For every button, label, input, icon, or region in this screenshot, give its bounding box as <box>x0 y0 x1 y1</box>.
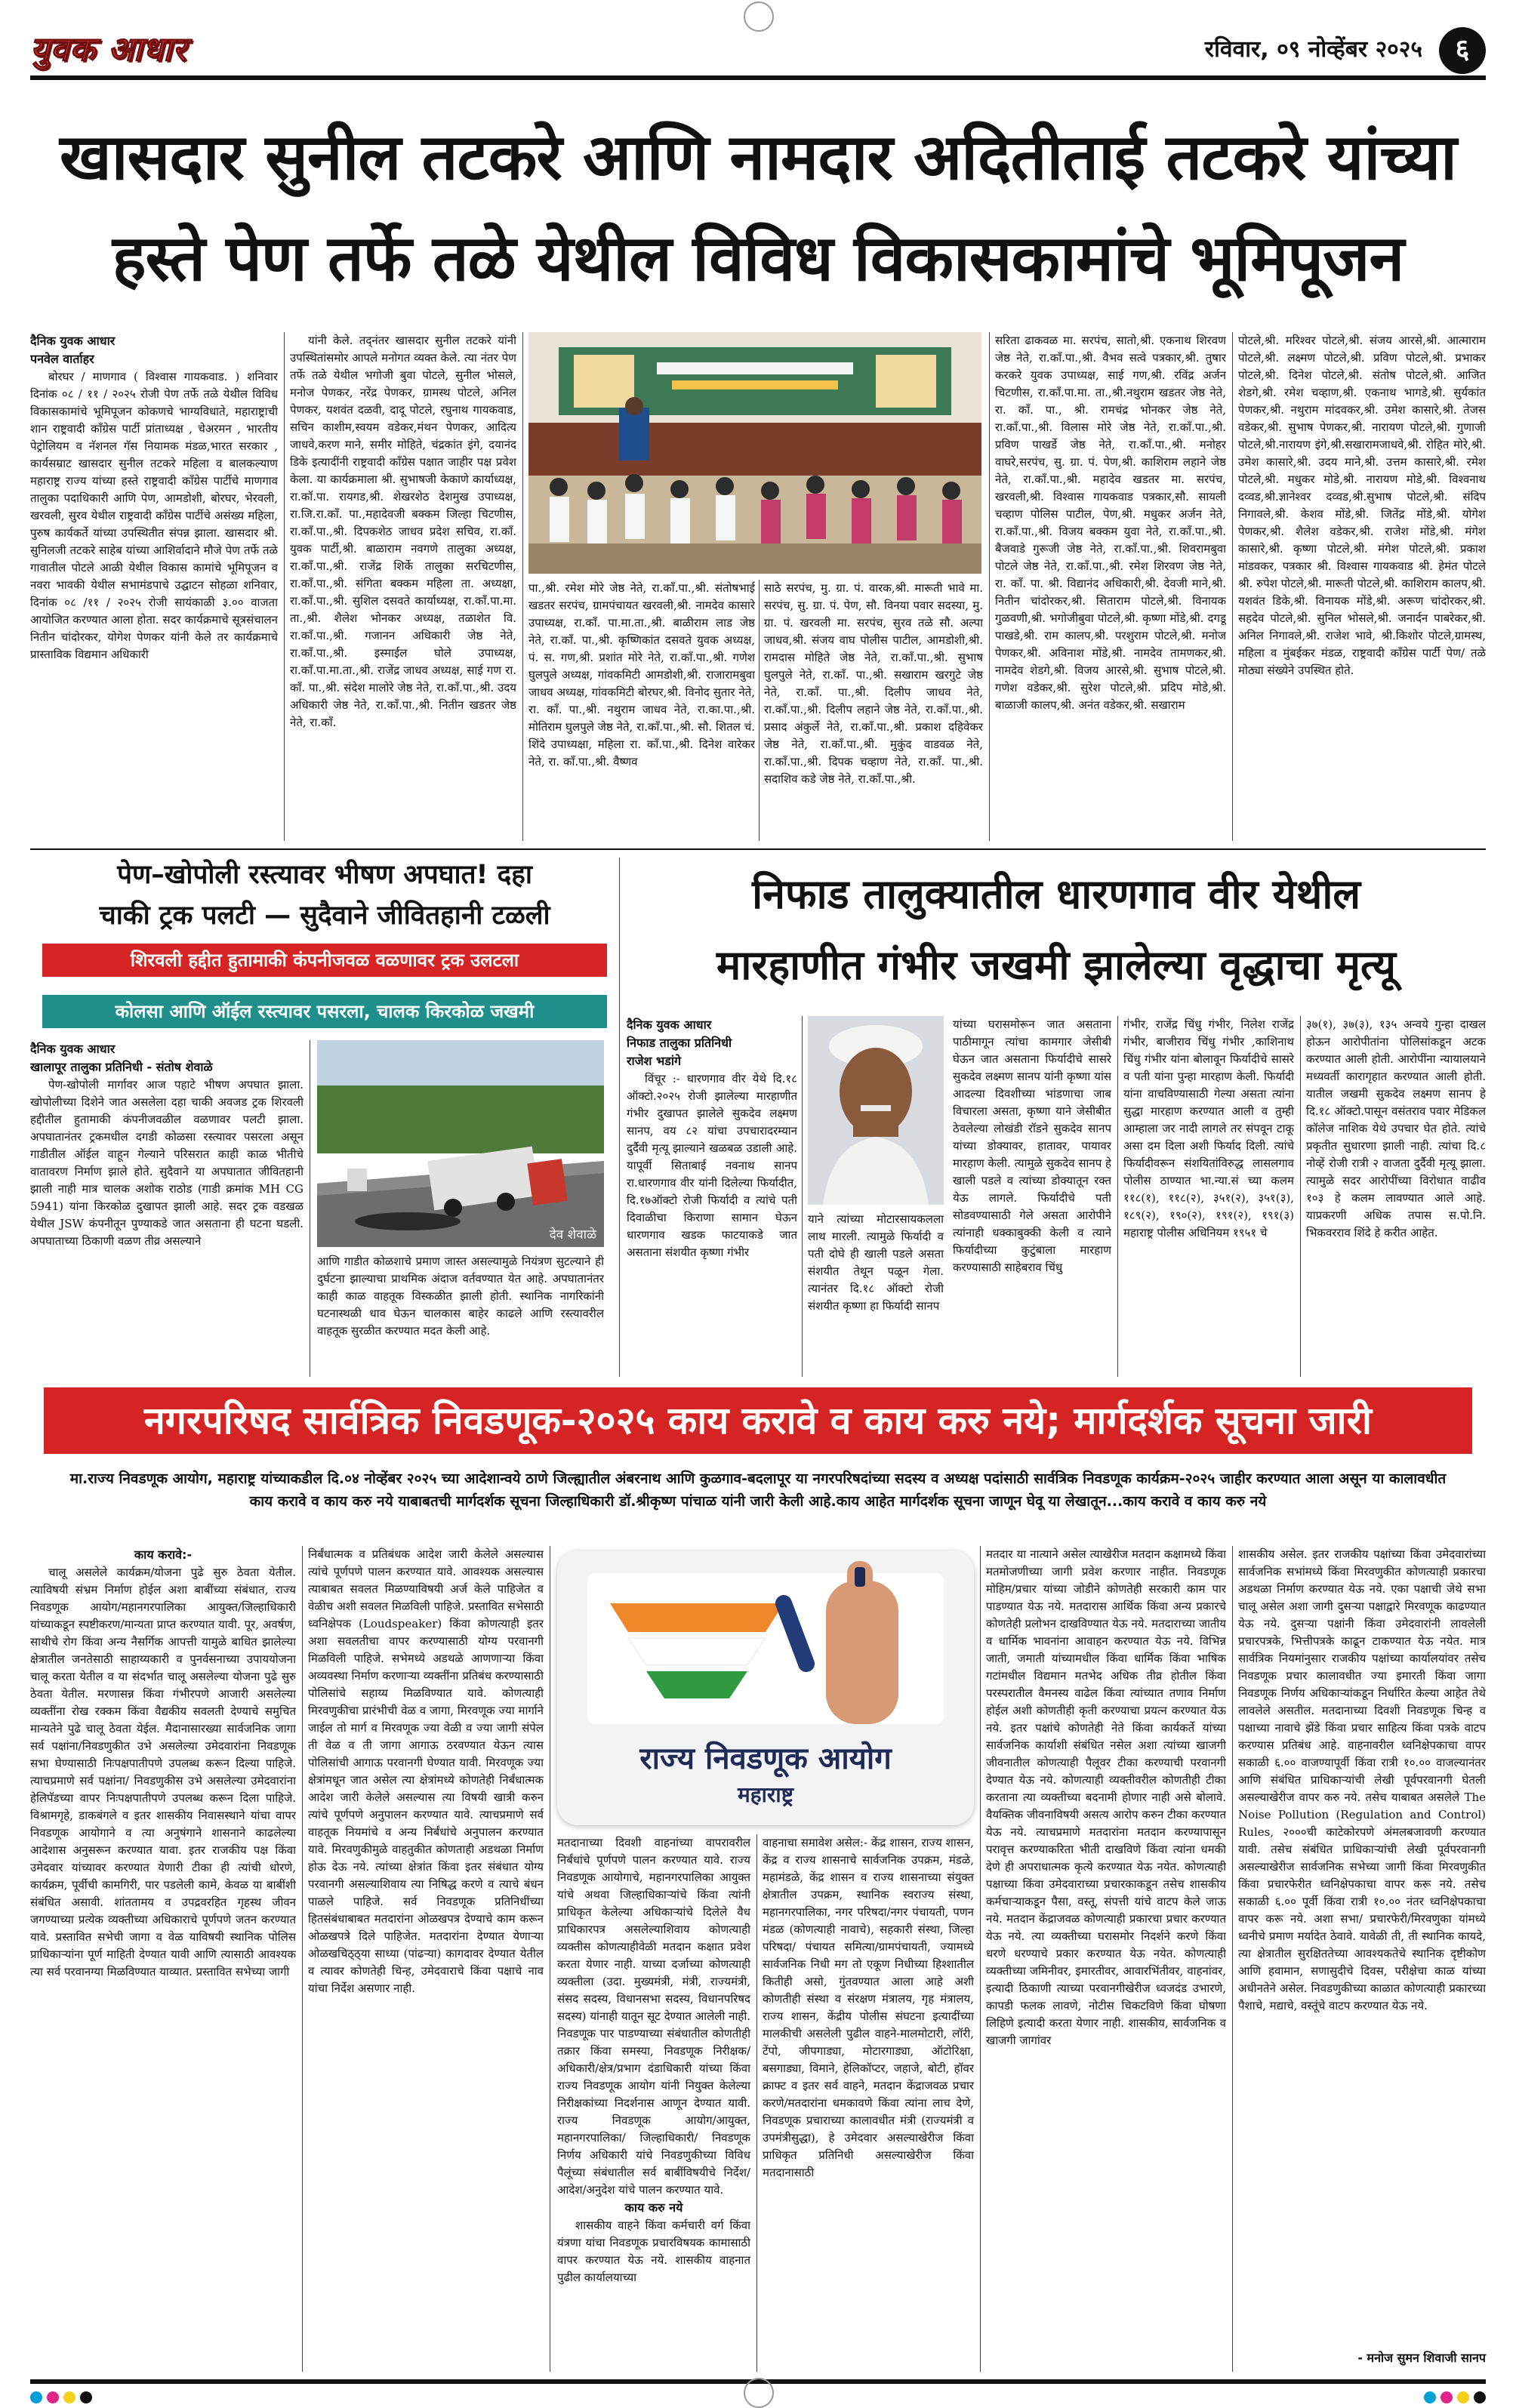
story2-column-1 <box>30 1040 304 1377</box>
elderly-man-portrait <box>808 1016 944 1205</box>
story2-byline-paper: दैनिक युवक आधार <box>30 1042 116 1056</box>
story3-headline-line1: निफाड तालुक्यातील धारणगाव वीर येथील <box>752 870 1360 918</box>
story3-headline-line2: मारहाणीत गंभीर जखमी झालेल्या वृद्धाचा मृत्यू <box>716 941 1396 989</box>
story4-dos-heading: काय करावे:- <box>134 1547 193 1562</box>
story4-column-3 <box>557 1834 750 2372</box>
section-divider <box>30 848 1486 850</box>
story1-column-2 <box>290 332 516 841</box>
story3-byline-paper: दैनिक युवक आधार <box>627 1018 712 1032</box>
magenta-swatch-icon <box>47 2391 59 2403</box>
story1-byline-place: पनवेल वार्ताहर <box>30 352 94 366</box>
story4-body-6: शासकीय असेल. इतर राजकीय पक्षांच्या किंवा उमेदवारांच्या सार्वजनिक सभांमध्ये किंवा मिरवणुकीत कोणत्याही प्रकारचा अडथळा निर्माण करण्यात येऊ नये. एका पक्षाची जेथे सभा चालू असेल अशा जागी दुसऱ्या पक्षाद्वारे मिरवणूक काढण्यात येऊ नये. दुसऱ्या पक्षांनी किंवा उमेदवारांनी लावलेली प्रचारपत्रके, भित्तीपत्रके काढून टाकण्यात येऊ नयेत. मात्र सार्वत्रिक नियमांनुसार राजकीय पक्षांच्या कार्यालयांवर तसेच निवडणूक प्रचार कालावधीत ज्या इमारती किंवा जागा निवडणूक निर्णय अधिकाऱ्यांकडून निर्धारित केल्या आहेत तेथे लावलेले असतील. मतदानाच्या दिवशी निवडणूक चिन्ह व पक्षाच्या नावाचे झेंडे किंवा प्रचार साहित्य किंवा पत्रके वाटप करण्यास प्रतिबंध आहे. वाहनावरील ध्वनिक्षेपकाचा वापर सकाळी ६.०० वाजण्यापूर्वी किंवा रात्री १०.०० वाजल्यानंतर आणि संबंधित प्राधिकाऱ्यांची लेखी पूर्वपरवानगी घेतली असल्याखेरीज वापर करु नये. तसेच याबाबत असलेले The Noise Pollution (Regulation and Control) Rules, २०००ची काटेकोरपणे अंमलबजावणी करण्यात यावी. तसेच संबंधित प्राधिकाऱ्यांची लेखी पूर्वपरवानगी असल्याखेरीज सार्वजनिक सभेच्या जागी किंवा मिरवणुकीत किंवा प्रचारफेरीत ध्वनिक्षेपकाचा वापर करू नये. तसेच सकाळी ६.०० पूर्वी किंवा रात्री १०.०० नंतर ध्वनिक्षेपकाचा वापर करू नये. अशा सभा/ प्रचारफेरी/मिरवणुका यांमध्ये ध्वनीचे प्रमाण मर्यादेत ठेवावे. यावेळी ती, ती स्थानिक कायदे, त्या क्षेत्रातील सुरक्षिततेच्या आवश्यकतेचे स्थानिक दृष्टीकोण आणि हवामान, सणासुदीचे दिवस, परीक्षेचा काळ यांच्या अधीनतेने असेल. निवडणुकीच्या काळात कोणत्याही प्रकारच्या पैशाचे, मद्याचे, वस्तूंचे वाटप करण्यात येऊ नये. <box>1238 1547 1486 2012</box>
column-divider <box>989 332 990 841</box>
column-divider <box>759 580 760 841</box>
logo-title: राज्य निवडणूक आयोग <box>639 1741 892 1776</box>
story1-column-5 <box>995 332 1226 841</box>
story3-column-4 <box>1306 1016 1486 1377</box>
story1-body-3: पा.,श्री. रमेश मोरे जेष्ठ नेते, रा.कॉं.पा.,श्री. संतोषभाई खडतर सरपंच, ग्रामपंचायत खरवली,श्री. नामदेव कासारे उपाध्यक्ष, रा.कॉं. पा.मा.ता.,श्री. बाळीराम लाड जेष्ठ नेते, रा.कॉं. पा.,श्री. कृष्णिकांत दसवते युवक अध्यक्ष, पं. स. गण,श्री. प्रशांत मोरे नेते, रा.कॉं.पा.,श्री. गणेश घुलपुले अध्यक्ष, गांवकमिटी आमडोशी,श्री. राजारामबुवा जाधव अध्यक्ष, गांवकमिटी बोरघर,श्री. विनोद सुतार नेते, रा. कॉं. पा.,श्री. नथुराम जाधव नेते, रा.का.पा.,श्री. मोतिराम घुलपुले जेष्ठ नेते, रा.कॉं.पा.,श्री. सौ. शितल चं. शिंदे उपाध्यक्षा, महिला रा. कॉं.पा.,श्री. दिनेश वारेकर नेते, रा. कॉं.पा.,श्री. वैष्णव <box>528 581 755 768</box>
story3-body-4: ३७(१), ३७(३), १३५ अन्वये गुन्हा दाखल होऊन आरोपीतांना पोलिसांकडून अटक करण्यात आली होती. आरोपींना न्यायालयाने मध्यवर्ती कारागृहात करण्यात आली होती. यातील जखमी सुकदेव लक्ष्मण सानप हे दि.१८ ऑक्टो.पासून वसंतराव पवार मेडिकल कॉलेज नाशिक येथे उपचार घेत होते. त्यांचे प्रकृतीत सुधारणा झाली नाही. त्यांचा दि.८ नोव्हें रोजी रात्री २ वाजता दुर्दैवी मृत्यू झाला. त्यामुळे सदर आरोपींच्या विरोधात वाढीव १०३ हे कलम लावण्यात आले आहे. याप्रकरणी अधिक तपास स.पो.नि. भिकवरराव शिंदे हे करीत आहेत. <box>1306 1018 1486 1239</box>
story2-accident-photo <box>317 1040 604 1247</box>
cyan-swatch-icon <box>30 2391 42 2403</box>
event-stage-image <box>528 332 981 574</box>
story4-body-3b: शासकीय वाहने किंवा कर्मचारी वर्ग किंवा यंत्रणा यांचा निवडणूक प्रचारविषयक कामासाठी वापर करण्यात येऊ नये. शासकीय वाहनात पुढील कार्यालयाच्या <box>557 2219 750 2284</box>
story4-body-1: चालू असलेले कार्यक्रम/योजना पुढे सुरु ठेवता येतील. त्याविषयी संभ्रम निर्माण होईल अशा बाबींच्या संबंधात, राज्य निवडणूक आयोग/महानगरपालिका आयुक्त/जिल्हाधिकारी यांच्याकडून स्पष्टीकरण/मान्यता प्राप्त करण्यात यावी. पूर, अवर्षण, साथीचे रोग किंवा अन्य नैसर्गिक आपत्ती यामुळे बाधित झालेल्या क्षेत्रातील जनतेसाठी साहाय्यकारी व पुनर्वसनाच्या उपाययोजना चालू करता येतील व या संदर्भात चालू असलेल्या योजना पुढे सुरु ठेवता येतील. मरणासन्न किंवा गंभीरपणे आजारी असलेल्या व्यक्तींना रोख रक्कम किंवा वैद्यकीय सवलती देण्याचे समुचित मान्यतेने पुढे चालू ठेवता येईल. मैदानासारख्या सार्वजनिक जागा सर्व पक्षांना/निवडणुकीत उभे असलेल्या उमेदवारांना निवडणूक सभा घेण्यासाठी निःपक्षपातीपणे उपलब्ध करून दिल्या पाहिजे. त्याचप्रमाणे सर्व पक्षांना/ निवडणुकीस उभे असलेल्या उमेदवारांना हेलिपॅडच्या वापर निःपक्षपातीपणे उपलब्ध करून दिला पाहिजे. विश्रामगृहे, डाकबंगले व इतर शासकीय निवासस्थाने यांचा वापर निवडणूक आयोगाने व त्या अनुषंगाने शासनाने काढलेल्या आदेशास अनुसरून करण्यात यावा. इतर राजकीय पक्ष किंवा उमेदवार यांच्यावर करण्यात येणारी टीका ही त्यांची धोरणे, कार्यक्रम, पूर्वीची कामगिरी, पार पडलेली कामे, केवळ या बाबींशी संबंधित असावी. शांततामय व उपद्रवरहित गृहस्थ जीवन जगण्याच्या प्रत्येक व्यक्तीच्या अधिकाराचे पूर्णपणे जतन करण्यात यावे. प्रस्तावित सभेची जागा व वेळ याविषयी स्थानिक पोलिस प्राधिकाऱ्यांना पूर्ण माहिती देण्यात यावी आणि त्यासाठी आवश्यक त्या सर्व परवानग्या मिळविण्यात याव्यात. प्रस्तावित सभेच्या जागी <box>30 1566 296 1978</box>
column-divider <box>522 332 523 841</box>
yellow-swatch-icon <box>63 2391 75 2403</box>
column-divider <box>980 1546 981 2372</box>
story4-donts-heading: काय करु नये <box>624 2200 683 2215</box>
column-divider <box>302 1546 303 2372</box>
story3-column-3 <box>1123 1016 1294 1377</box>
story1-body-2: यांनी केले. तद्नंतर खासदार सुनील तटकरे यांनी उपस्थितांसमोर आपले मनोगत व्यक्त केले. त्या नंतर पेण तर्फे तळे येथील भगोजी बुवा पोटले, सुनील भोसले, मनोज पेणकर, नरेंद्र पेणकर, ग्रामस्थ पोटले, अनिल पेणकर, यशवंत दळवी, दादू पोटले, रघुनाथ गायकवाड, सचिन काशीम,स्वयम वडेकर,मंथन पेणकर, आदित्य जाधवे,करण माने, समीर मोहिते, चंद्रकांत इंगे, दयानंद डिके इत्यादींनी राष्ट्रवादी कॉंग्रेस पक्षात जाहीर पक्ष प्रवेश केला. या कार्यक्रमाला श्री. सुभाषजी केकाणे कार्याध्यक्ष, रा.कॉ.पा. रायगड,श्री. शेखरशेठ देशमुख उपाध्यक्ष, रा.जि.रा.कॉं. पा.,महादेवजी बक्कम जिल्हा चिटणीस, रा.कॉं.पा.,श्री. दिपकशेठ जाधव प्रदेश सचिव, रा.कॉं. युवक पार्टी,श्री. बाळाराम नवगणे तालुका अध्यक्ष, रा.कॉं.पा.,श्री. राजेंद्र शिर्के तालुका सरचिटणीस, रा.कॉं.पा.,श्री. संगिता बक्कम महिला ता. अध्यक्षा, रा.कॉं.पा.,श्री. सुशिल दसवते कार्याध्यक्ष, रा.कॉं.पा.मा. ता.,श्री. शैलेश भोनकर अध्यक्ष, तळाशेत वि. रा.कॉं.पा.,श्री. गजानन अधिकारी जेष्ठ नेते, रा.कॉं.पा.,श्री. इस्माईल घोले उपाध्यक्ष, रा.कॉं.पा.मा.ता.,श्री. राजेंद्र जाधव अध्यक्ष, साई गण रा. कॉं. पा.,श्री. संदेश मालोरे जेष्ठ नेते, रा.कॉं.पा.,श्री. उदय अधिकारी जेष्ठ नेते, रा.कॉं.पा.,श्री. नितीन खडतर जेष्ठ नेते, रा.कॉं. <box>290 334 516 729</box>
column-divider <box>284 332 285 841</box>
column-divider <box>1117 1016 1118 1377</box>
story2-strap-red: शिरवली हद्दीत हुतामाकी कंपनीजवळ वळणावर ट्रक उलटला <box>42 944 607 977</box>
story4-body-4: वाहनाचा समावेश असेल:- केंद्र शासन, राज्य शासन, केंद्र व राज्य शासनाचे सार्वजनिक उपक्रम, मंडळे, महामंडळे, केंद्र शासन व राज्य शासनाच्या संयुक्त क्षेत्रातील उपक्रम, स्थानिक स्वराज्य संस्था, महानगरपालिका, नगर परिषदा/नगर पंचायती, पणन मंडळ (कोणत्याही नावाचे), सहकारी संस्था, जिल्हा परिषदा/ पंचायत समित्या/ग्रामपंचायती, ज्यामध्ये सार्वजनिक निधी मग तो एकूण निधीच्या हिश्शातील कितीही असो, गुंतवण्यात आला आहे अशी कोणतीही संस्था व संरक्षण मंत्रालय, गृह मंत्रालय, राज्य शासन, केंद्रीय पोलीस संघटना इत्यादींच्या मालकीची असलेली पुढील वाहने-मालमोटारी, लॉरी, टेंपो, जीपगाड्या, मोटारगाड्या, ऑटोरिक्षा, बसगाड्या, विमाने, हेलिकॉप्टर, जहाजे, बोटी, हॉवर क्राफ्ट व इतर सर्व वाहने, मतदान केंद्राजवळ प्रचार करणे/मतदारांना धमकावणे किंवा त्यांना लाच देणे, निवडणूक प्रचाराच्या कालावधीत मंत्री (राज्यमंत्री व उपमंत्रीसुद्धा), हे उमेदवार असल्याखेरीज किंवा प्राधिकृत प्रतिनिधी असल्याखेरीज किंवा मतदानासाठी <box>763 1836 974 2179</box>
column-divider <box>619 858 620 1377</box>
story1-headline-line2: हस्ते पेण तर्फे तळे येथील विविध विकासकामांचे भूमिपूजन <box>112 221 1404 295</box>
story3-byline-place: निफाड तालुका प्रतिनिधी <box>627 1036 732 1050</box>
story1-column-4 <box>764 580 983 841</box>
story1-headline-line1: खासदार सुनील तटकरे आणि नामदार अदितीताई तटकरे यांच्या <box>60 120 1456 194</box>
story4-column-5 <box>986 1546 1226 2372</box>
registration-mark-icon <box>744 2 774 32</box>
cyan-swatch-icon <box>1424 2391 1436 2403</box>
story4-column-1 <box>30 1546 296 2372</box>
black-swatch-icon <box>80 2391 92 2403</box>
story1-body-5: सरिता ढाकवळ मा. सरपंच, सातो,श्री. एकनाथ शिरवण जेष्ठ नेते, रा.कॉं.पा.,श्री. वैभव सत्वे पत्रकार,श्री. तुषार करकरे युवक उपाध्यक्ष, साई गण,श्री. रविंद्र अर्जन चिटणीस, रा.कॉं.पा.मा. ता.,श्री.नथुराम खडतर जेष्ठ नेते, रा. कॉं. पा., श्री. रामचंद्र भोनकर जेष्ठ नेते, रा.कॉं.पा.,श्री. विलास मोरे जेष्ठ नेते, रा.कॉं.पा.,श्री. प्रविण पाखर्डे जेष्ठ नेते, रा.कॉं.पा.,श्री. मनोहर वाघरे,सरपंच, सु. ग्रा. पं. पेण,श्री. काशिराम लहाने जेष्ठ नेते, रा.कॉं.पा.,श्री. महादेव खडतर मा. सरपंच, खरवली,श्री. विश्वास गायकवाड पत्रकार,सौ. सायली चव्हाण पोलिस पाटील, पेण,श्री. मधुकर अर्जन नेते, रा.कॉं.पा.,श्री. विजय बक्कम युवा नेते, रा.कॉं.पा.,श्री. बैजवाडे गुरूजी जेष्ठ नेते, रा.कॉं.पा.,श्री. शिवरामबुवा पोटले जेष्ठ नेते, रा.कॉं.पा.,श्री. रमेश शिरवण जेष्ठ नेते, रा. कॉं. पा. श्री. विद्यानंद अधिकारी,श्री. देवजी माने,श्री. नितीन चांदोरकर,श्री. सिताराम पोटले,श्री. विनायक गुळवणी,श्री. भगोजीबुवा पोटले,श्री. कृष्णा मोंडे,श्री. दगडू पाखडे,श्री. राम कालप,श्री. परशुराम पोटले,श्री. मनोज पेणकर,श्री. अविनाश मोंडे,श्री. नामदेव तामणकर,श्री. नामदेव शेडगे,श्री. विजय आरसे,श्री. सुभाष पोटले,श्री. गणेश वडेकर,श्री. सुरेश पोटले,श्री. प्रदिप मोडे,श्री. बाळाजी कालप,श्री. अनंत वडेकर,श्री. सखाराम <box>995 334 1226 712</box>
story1-column-3 <box>528 580 755 841</box>
registration-mark-icon <box>744 2378 774 2408</box>
column-divider <box>1300 1016 1301 1377</box>
story3-body-1: विंचूर :- धारणगाव वीर येथे दि.१८ ऑक्टो.२०२५ रोजी झालेल्या मारहाणीत गंभीर दुखापत झालेले सुकदेव लक्ष्मण सानप, वय ८२ यांचा उपचारादरम्यान दुर्दैवी मृत्यू झाल्याने खळबळ उडाली आहे. यापूर्वी सिताबाई नवनाथ सानप रा.धारणगाव वीर यांनी दिलेल्या फिर्यादीत, दि.१७ऑक्टो रोजी फिर्यादी व त्यांचे पती दिवाळीचा किराणा सामान घेऊन धारणगाव खडक फाटयाकडे जात असताना संशयीत कृष्णा गंभीर <box>627 1072 797 1259</box>
story2-body-1: पेण-खोपोली मार्गावर आज पहाटे भीषण अपघात झाला. खोपोलीच्या दिशेने जात असलेला दहा चाकी अवजड ट्रक शिरवली हद्दीतील हुतामाकी कंपनीजवळील वळणावर पलटी झाला. अपघातानंतर ट्रकमधील दगडी कोळसा रस्त्यावर पसरला असून गाडीतील ऑईल वाहून गेल्याने परिसरात काही काळ भीतीचे वातावरण निर्माण झाले होते. सुदैवाने या अपघातात जीवितहानी झाली नाही मात्र चालक अशोक राठोड (गाडी क्रमांक MH CG 5941) यांना किरकोळ दुखापत झाली आहे. सदर ट्रक वडखळ येथील JSW कंपनीतून पुण्याकडे जात असताना ही घटना घडली. अपघाताच्या ठिकाणी वळण तीव्र असल्याने <box>30 1078 304 1248</box>
story3-photo-caption-column <box>808 1211 944 1377</box>
overturned-truck-image <box>317 1040 604 1247</box>
election-intro: मा.राज्य निवडणूक आयोग, महाराष्ट्र यांच्याकडील दि.०४ नोव्हेंबर २०२५ च्या आदेशान्वये ठाणे जिल्ह्यातील अंबरनाथ आणि कुळगाव-बदलापूर या नगरपरिषदांच्या सदस्य व अध्यक्ष पदांसाठी सार्वत्रिक निवडणूक कार्यक्रम-२०२५ जाहीर करण्यात आला असून या कालावधीत काय करावे व काय करु नये याबाबतची मार्गदर्शक सूचना जिल्हाधिकारी डॉ.श्रीकृष्ण पांचाळ यांनी जारी केली आहे.काय आहेत मार्गदर्शक सूचना जाणून घेवू या लेखातून...काय करावे व काय करु नये <box>69 1470 1447 1510</box>
story2-byline-place: खालापूर तालुका प्रतिनिधी - संतोष शेवाळे <box>30 1060 213 1074</box>
story2-column-2 <box>317 1253 604 1377</box>
election-banner <box>44 1387 1472 1454</box>
story3-body-photo: याने त्यांच्या मोटारसायकलला लाथ मारली. त्यामुळे फिर्यादी व पती दोघे ही खाली पडले असता संशयीत तेथून पळून गेला. त्यानंतर दि.१८ ऑक्टो रोजी संशयीत कृष्णा हा फिर्यादी सानप <box>808 1212 944 1313</box>
story3-column-2 <box>953 1016 1111 1377</box>
story1-body-6: पोटले,श्री. मरिश्वर पोटले,श्री. संजय आरसे,श्री. आत्माराम पोटले,श्री. लक्ष्मण पोटले,श्री. प्रविण पोटले,श्री. प्रभाकर पोटले,श्री. दिनेश पोटले,श्री. संतोष पोटले,श्री. आजित शेडगे,श्री. रमेश चव्हाण,श्री. एकनाथ भागडे,श्री. सुर्यकांत पेणकर,श्री. नथुराम मांदवकर,श्री. उमेश कासारे,श्री. तेजस वडेकर,श्री. सुभाष पेणकर,श्री. नारायण पोटले,श्री. गुणाजी पोटले,श्री.नारायण इंगे,श्री.सखारामजाधवे,श्री. रोहित मोरे,श्री. उमेश कासारे,श्री. उदय माने,श्री. उत्तम कासारे,श्री. रमेश पोटले,श्री. मधुकर मोडे,श्री. नारायण मोडे,श्री. विश्वनाथ दव्वड,श्री.ज्ञानेश्वर दव्वड,श्री.सुभाष पोटले,श्री. संदिप निगावले,श्री. केशव मोंडे,श्री. जितेंद्र मोंडे,श्री. योगेश पेणकर,श्री. शैलेश वडेकर,श्री. राजेश मोंडे,श्री. मंगेश कासारे,श्री. कृष्णा पोटले,श्री. मंगेश पोटले,श्री. प्रकाश मांडवकर, पत्रकार श्री. विश्वास गायकवाड श्री. हेमंत पोटले श्री. रुपेश पोटले,श्री. मारूती पोटले,श्री. काशिराम कालप,श्री. यशवंत डिके,श्री. विनायक मोंडे,श्री. अरूण चांदोरकर,श्री. सहदेव पोटले,श्री. सुनिल भोसले,श्री. जनार्दन पाबरेकर,श्री. अनिल निगावले,श्री. राजेश भावे, श्री.किशोर पोटले,ग्रामस्थ, महिला व मुंबईकर मंडळ, राष्ट्रवादी कॉंग्रेस पार्टी पेण/ तळे मोठ्या संख्येने उपस्थित होते. <box>1238 334 1486 677</box>
story4-body-2: निर्बंधात्मक व प्रतिबंधक आदेश जारी केलेले असल्यास त्यांचे पूर्णपणे पालन करण्यात यावे. आवश्यक असल्यास त्याबाबत सवलत मिळण्याविषयी अर्ज केले पाहिजेत व वेळीच अशी सवलत मिळविली पाहिजे. प्रस्तावित सभेसाठी ध्वनिक्षेपक (Loudspeaker) किंवा कोणत्याही इतर अशा सवलतीचा वापर करण्यासाठी योग्य परवानगी मिळविली पाहिजे. सभेमध्ये अडथळे आणणाऱ्या किंवा अव्यवस्था निर्माण करणाऱ्या व्यक्तींना प्रतिबंध करण्यासाठी पोलिसांचे सहाय्य मिळविण्यात यावे. कोणत्याही मिरवणुकीचा प्रारंभीची वेळ व जागा, मिरवणूक ज्या मार्गाने जाईल तो मार्ग व मिरवणूक ज्या वेळी व ज्या जागी संपेल ती वेळ व ती जागा आगाऊ ठरवण्यात येऊन त्यास पोलिसांची आगाऊ परवानगी घेण्यात यावी. मिरवणूक ज्या क्षेत्रांमधून जात असेल त्या क्षेत्रांमध्ये कोणतेही निर्बंधात्मक आदेश जारी केलेले असल्यास त्या विषयी खात्री करुन त्यांचे पूर्णपणे अनुपालन करण्यात यावे. त्याचप्रमाणे सर्व वाहतूक नियमांचे व अन्य निर्बंधांचे अनुपालन करण्यात यावे. मिरवणुकीमुळे वाहतुकीत कोणताही अडथळा निर्माण होऊ देऊ नये. त्यांच्या क्षेत्रांत किंवा इतर संबंधात योग्य परवानगी असल्याशिवाय त्या निषिद्ध करणे व त्याचे बंधन पाळले पाहिजे. सर्व निवडणूक प्रतिनिधींच्या हितसंबंधाबाबत मतदारांना ओळखपत्र देण्याचे काम करून ओळखपत्रे दिले पाहिजेत. मतदारांना देण्यात येणाऱ्या ओळखचिठ्ठ्या साध्या (पांढऱ्या) कागदावर देण्यात येतील व त्यावर कोणतेही चिन्ह, उमेदवाराचे किंवा पक्षाचे नाव यांचा निर्देश असणार नाही. <box>308 1547 544 1995</box>
column-divider <box>756 1834 757 2372</box>
story2-strap-teal: कोलसा आणि ऑईल रस्त्यावर पसरला, चालक किरकोळ जखमी <box>42 995 607 1028</box>
logo-subtitle: महाराष्ट्र <box>738 1782 793 1807</box>
column-divider <box>802 1016 803 1377</box>
story3-byline-name: राजेश भडांगे <box>627 1054 681 1068</box>
story4-column-6 <box>1238 1546 1486 2346</box>
story4-column-2 <box>308 1546 544 2372</box>
election-commission-logo <box>557 1550 974 1825</box>
story1-body-1: बोरघर / माणगाव ( विश्वास गायकवाड. ) शनिवार दिनांक ०८ / ११ / २०२५ रोजी पेण तर्फे तळे येथील विविध विकासकामांचे भूमिपूजन कोकणचे भाग्यविधाते, महाराष्ट्राची शान राष्ट्रवादी कॉंग्रेस पार्टी प्रांताध्यक्ष , चेअरमन , भारतीय पेट्रोलियम व नॅशनल गॅस नियामक मंडळ,भारत सरकार , कार्यसम्राट खासदार सुनील तटकरे महिला व बालकल्याण महाराष्ट्र राज्य यांच्या हस्ते राष्ट्रवादी कॉंग्रेस पार्टीचे माणगाव तालुका पदाधिकारी आणि पेण, आमडोशी, बोरघर, भेरवली, खरवली, सुरव येथील राष्ट्रवादी कॉंग्रेस पार्टीचे असंख्य महिला, पुरुष कार्यकर्ते यांच्या उपस्थितीत संपन्न झाला. खासदार श्री. सुनिलजी तटकरे साहेब यांच्या आशिर्वादाने मौजे पेण तर्फे तळे गावातील पोटले आळी येथील विकास कामांचे भूमिपूजन व नवरा भावकी येथील सभामंडपाचे उद्घाटन सोहळा शनिवार, दिनांक ०८ /११ / २०२५ रोजी सायंकाळी ३.०० वाजता आयोजित करण्यात आला होता. सदर कार्यक्रमाचे सूत्रसंचालन नितीन चांदोरकर, योगेश पेणकर यांनी केले तर कार्यक्रमाचे प्रास्ताविक विद्यमान अधिकारी <box>30 370 278 661</box>
story3-body-2: यांच्या घरासमोरून जात असताना पाठीमागून त्यांचा कामगार जेसीबी घेऊन जात असताना फिर्यादीचे सासरे सुकदेव लक्ष्मण सानप यांनी कृष्णा यांस आदल्या दिवशीच्या भांडणाचा जाब विचारला असता, कृष्णा याने जेसीबीत ठेवलेल्या लोखंडी रॉडने सुकदेव सानप यांच्या डोक्यावर, हातावर, पायावर मारहाण केली. त्यामुळे सुकदेव सानप हे खाली पडले व त्यांच्या डोक्यातून रक्त येऊ लागले. फिर्यादीचे पती सोडवण्यासाठी गेले असता आरोपीने त्यांनाही धक्काबुक्की केली व त्याने फिर्यादीच्या कुटुंबाला मारहाण करण्यासाठी साहेबराव चिंधु <box>953 1018 1111 1274</box>
yellow-swatch-icon <box>1457 2391 1469 2403</box>
story3-body-3: गंभीर, राजेंद्र चिंधु गंभीर, निलेश राजेंद्र गंभीर, बाजीराव चिंधु गंभीर ,काशिनाथ चिंधु गंभीर यांना बोलावून फिर्यादीचे सासरे व पती यांना पुन्हा मारहाण केली. फिर्यादी यांना वाचविण्यासाठी गेल्या असता त्यांना सुद्धा मारहाण करण्यात आली व तुम्ही आम्हाला जर नादी लागले तर संपवून टाकू असा दम दिला अशी फिर्याद दिली. त्यांचे फिर्यादीवरून संशयितांविरुद्ध लासलगाव पोलीस ठाण्यात भा.न्या.सं च्या कलम ११८(१), ११८(२), ३५१(२), ३५१(३), १८९(२), १९०(२), १९१(२), १९१(३) महाराष्ट्र पोलीस अधिनियम १९५१ चे <box>1123 1018 1294 1239</box>
photo-credit: देव शेवाळे <box>549 1227 596 1242</box>
story1-event-photo <box>528 332 981 574</box>
story4-signature: - मनोज सुमन शिवाजी सानप <box>1357 2351 1486 2365</box>
story3-column-1 <box>627 1016 797 1377</box>
story1-column-1 <box>30 332 278 841</box>
story1-byline-paper: दैनिक युवक आधार <box>30 334 116 348</box>
story4-body-5: मतदार या नात्याने असेल त्याखेरीज मतदान कक्षामध्ये किंवा मतमोजणीच्या जागी प्रवेश करणार नाहीत. निवडणूक मोहिम/प्रचार यांच्या जोडीने कोणतेही सरकारी काम पार पाडण्यात येऊ नये. मतदारास आर्थिक किंवा अन्य प्रकारचे कोणतेही प्रलोभन दाखविण्यात येऊ नये. मतदाराच्या जातीय व धार्मिक भावनांना आवाहन करण्यात येऊ नये. विभिन्न जाती, जमाती यांच्यामधील किंवा धार्मिक किंवा भाषिक गटांमधील विद्यमान मतभेद अधिक तीव्र होतील किंवा परस्परातील वैमनस्य वाढेल किंवा त्यांच्यात तणाव निर्माण होईल अशी कोणतीही कृती करण्याचा प्रयत्न करण्यात येऊ नये. इतर पक्षांचे कोणतेही नेते किंवा कार्यकर्ते यांच्या सार्वजनिक कार्याशी संबंधित नसेल अशा त्यांच्या खाजगी जीवनातील कोणत्याही पैलूवर टीका करण्याची परवानगी देण्यात येऊ नये. कोणत्याही व्यक्तीवरील कोणतीही टीका करताना त्या व्यक्तीच्या बदनामी होणार नाही असे बोलावे. वैयक्तिक जीवनाविषयी असत्य आरोप करुन टीका करण्यात येऊ नये. त्याचप्रमाणे मतदारांना मतदान करण्यापासून परावृत्त करण्याकरिता भीती दाखविणे किंवा त्यांना धमकी देणे ही अपराधात्मक कृत्ये करण्यात येऊ नयेत. कोणत्याही पक्षाच्या किंवा उमेदवाराच्या प्रचारकाकडून तसेच शासकीय कर्मचाऱ्याकडून पैसा, वस्तू, संपत्ती यांचे वाटप केले जाऊ नये. मतदान केंद्राजवळ कोणत्याही प्रकारचा प्रचार करण्यात येऊ नये. त्या व्यक्तीच्या घरासमोर निदर्शने करणे किंवा धरणे धरण्याचे प्रकार करण्यात येऊ नयेत. कोणत्याही व्यक्तीच्या जमिनीवर, इमारतीवर, आवारभिंतीवर, वाहनांवर, इत्यादी ठिकाणी त्याच्या परवानगीखेरीज ध्वजदंड उभारणे, कापडी फलक लावणे, नोटीस चिकटविणे किंवा घोषणा लिहिणे इत्यादी करता येणार नाही. शासकीय, सार्वजनिक व खाजगी जागांवर <box>986 1547 1226 2047</box>
story3-victim-photo <box>808 1016 944 1205</box>
newspaper-logo: युवक आधार <box>30 30 187 69</box>
story2-headline-line2: चाकी ट्रक पलटी — सुदैवाने जीवितहानी टळली <box>99 901 550 931</box>
story4-body-3: मतदानाच्या दिवशी वाहनांच्या वापरावरील निर्बंधांचे पूर्णपणे पालन करण्यात यावे. राज्य निवडणूक आयोगाचे, महानगरपालिका आयुक्त यांचे अथवा जिल्हाधिकाऱ्यांचे किंवा त्यांनी प्राधिकृत केलेल्या अधिकाऱ्यांचे दिलेले वैध प्राधिकारपत्र असलेल्याशिवाय कोणत्याही व्यक्तीस कोणत्याहीवेळी मतदान कक्षात प्रवेश करता येणार नाही. याच्या दर्जाच्या कोणत्याही व्यक्तीला (उदा. मुख्यमंत्री, मंत्री, राज्यमंत्री, संसद सदस्य, विधानसभा सदस्य, विधानपरिषद सदस्य) यांनाही यातून सूट देण्यात आलेली नाही. निवडणूक पार पाडण्याच्या संबंधातील कोणतीही तक्रार किंवा समस्या, निवडणूक निरीक्षक/अधिकारी/क्षेत्र/प्रभाग दंडाधिकारी यांच्या किंवा राज्य निवडणूक आयोग यांनी नियुक्त केलेल्या निरीक्षकांच्या निदर्शनास आणून देण्यात यावी. राज्य निवडणूक आयोग/आयुक्त, महानगरपालिका/ जिल्हाधिकारी/ निवडणूक निर्णय अधिकारी यांचे निवडणुकीच्या विविध पैलूंच्या संबंधातील सर्व बाबींविषयीचे निर्देश/ आदेश/अनुदेश यांचे पालन करण्यात यावे. <box>557 1836 750 2197</box>
black-swatch-icon <box>1474 2391 1486 2403</box>
story1-body-4: साठे सरपंच, मु. ग्रा. पं. वारक,श्री. मारूती भावे मा. सरपंच, सु. ग्रा. पं. पेण, सौ. विनया पवार सदस्या, मु. ग्रा. पं. खरवली मा. सरपंच, सुरव तळे सौ. अल्पा जाधव,श्री. संजय वाघ पोलीस पाटील, आमडोशी,श्री. रामदास मोहिते जेष्ठ नेते, रा.कॉं.पा.,श्री. सुभाष घुलपुले नेते, रा.कॉं. पा.,श्री. सखाराम खरगुटे जेष्ठ नेते, रा.कॉं. पा.,श्री. दिलीप जाधव नेते, रा.कॉं.पा.,श्री. दिलीप लहाने जेष्ठ नेते, रा.कॉं.पा.,श्री. प्रसाद अंकुर्ले नेते, रा.कॉं.पा.,श्री. प्रकाश दहिवेकर जेष्ठ नेते, रा.कॉं.पा.,श्री. मुकुंद वाडवळ नेते, रा.कॉं.पा.,श्री. दिपक चव्हाण नेते, रा.कॉं. पा.,श्री. सदाशिव कडे जेष्ठ नेते, रा.कॉं.पा.,श्री. <box>764 581 983 786</box>
column-divider <box>1232 1546 1233 2372</box>
masthead <box>30 30 1486 80</box>
story2-body-2: आणि गाडीत कोळशाचे प्रमाण जास्त असल्यामुळे नियंत्रण सुटल्याने ही दुर्घटना झाल्याचा प्राथमिक अंदाज वर्तवण्यात येत आहे. अपघातानंतर काही काळ वाहतूक विस्कळीत झाली होती. स्थानिक नागरिकांनी घटनास्थळी धाव घेऊन चालकास बाहेर काढले आणि रस्त्यावरील वाहतूक सुरळीत करण्यात मदत केली आहे. <box>317 1255 604 1338</box>
story1-column-6 <box>1238 332 1486 841</box>
election-banner-title: नगरपरिषद सार्वत्रिक निवडणूक-२०२५ काय करावे व काय करु नये; मार्गदर्शक सूचना जारी <box>144 1399 1372 1443</box>
story4-column-4 <box>763 1834 974 2372</box>
column-divider <box>1232 332 1233 841</box>
page-number-badge: ६ <box>1439 27 1486 74</box>
issue-date: रविवार, ०९ नोव्हेंबर २०२५ <box>1204 36 1422 63</box>
magenta-swatch-icon <box>1441 2391 1453 2403</box>
story2-headline-line1: पेण–खोपोली रस्त्यावर भीषण अपघात! दहा <box>117 860 532 890</box>
